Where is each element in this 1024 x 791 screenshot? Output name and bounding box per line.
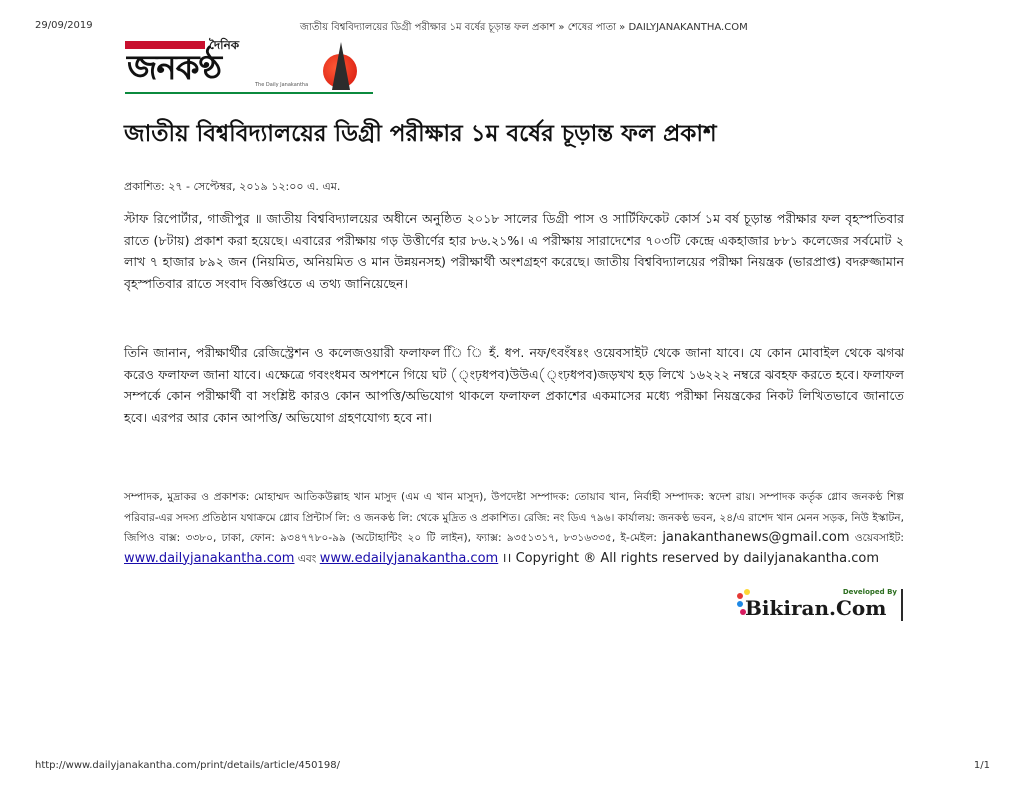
- logo-tagline: The Daily Janakantha: [255, 82, 309, 88]
- badge-divider: [901, 589, 903, 621]
- developed-by-label: Developed By: [842, 588, 897, 596]
- page-number: 1/1: [973, 760, 990, 771]
- developer-name: Bikiran.Com: [745, 596, 887, 620]
- logo-monument-icon: [332, 42, 350, 90]
- article-paragraph-1: স্টাফ রিপোর্টার, গাজীপুর ॥ জাতীয় বিশ্ববিদ্যালয়ের অধীনে অনুষ্ঠিত ২০১৮ সালের ডিগ্রী পাস ও সার্টিফিকেট কোর্স ১ম বর্ষ চূড়ান্ত পরীক্ষার ফল বৃহস্পতিবার রাতে (৮টায়) প্রকাশ করা হয়েছে। এবারের পরীক্ষায় গড় উত্তীর্ণের হার ৮৬.২১%। এ পরীক্ষায় সারাদেশের ৭০৩টি কেন্দ্রে একহাজার ৮৮১ কলেজের সর্বমোট ২ লাখ ৭ হাজার ৮৯২ জন (নিয়মিত, অনিয়মিত ও মান উন্নয়নসহ) পরীক্ষার্থী অংশগ্রহণ করেছে। জাতীয় বিশ্ববিদ্যালয়ের পরীক্ষা নিয়ন্ত্রক (ভারপ্রাপ্ত) বদরুজ্জামান বৃহস্পতিবার রাতে সংবাদ বিজ্ঞপ্তিতে এ তথ্য জানিয়েছেন।: [124, 211, 904, 291]
- print-date: 29/09/2019: [35, 20, 93, 31]
- footer-email[interactable]: janakanthanews@gmail.com: [662, 530, 850, 545]
- footer-credits-text: সম্পাদক, মুদ্রাকর ও প্রকাশক: মোহাম্মদ আতিকউল্লাহ খান মাসুদ (এম এ খান মাসুদ), উপদেষ্টা সম্পাদক: তোয়াব খান, নির্বাহী সম্পাদক: স্বদেশ রায়। সম্পাদক কর্তৃক গ্লোব জনকণ্ঠ শিল্প পরিবার-এর সদস্য প্রতিষ্ঠান যথাক্রমে গ্লোব প্রিন্টার্স লি: ও জনকণ্ঠ লি: থেকে মুদ্রিত ও প্রকাশিত। রেজি: নং ডিএ ৭৯৬। কার্যালয়: জনকণ্ঠ ভবন, ২৪/এ রাশেদ খান মেনন সড়ক, নিউ ইস্কাটন, জিপিও বাক্স: ৩৩৮০, ঢাকা, ফোন: ৯৩৪৭৭৮০-৯৯ (অটোহান্টিং ২০ টি লাইন), ফ্যাক্স: ৯৩৫১৩১৭, ৮৩১৬৩৩৫, ই-মেইল:: [124, 491, 905, 544]
- developer-badge[interactable]: [737, 587, 903, 623]
- footer-website-link-1[interactable]: www.dailyjanakantha.com: [124, 550, 295, 566]
- site-footer-credits: [124, 487, 904, 569]
- article-paragraph-2: তিনি জানান, পরীক্ষার্থীর রেজিস্ট্রেশন ও কলেজওয়ারী ফলাফল িি ি হঁ. ধপ. নফ/ৎবংঁষঃং ওয়েবসাইট থেকে জানা যাবে। যে কোন মোবাইল থেকে ঝগঝ করেও ফলাফল জানা যাবে। এক্ষেত্রে গবংংধমব অপশনে গিয়ে ঘট (্ংঢ়ধপব)উউএ(্ংঢ়ধপব)জড়খখ হড় লিখে ১৬২২২ নম্বরে ঝবহফ করতে হবে। ফলাফল সম্পর্কে কোন পরীক্ষার্থী বা সংশ্লিষ্ট কারও কোন আপত্তি/অভিযোগ থাকলে ফলাফল প্রকাশের একমাসের মধ্যে পরীক্ষা নিয়ন্ত্রকের নিকট লিখিতভাবে জানাতে হবে। এরপর আর কোন আপত্তি/ অভিযোগ গ্রহণযোগ্য হবে না।: [124, 345, 904, 425]
- newspaper-logo[interactable]: [125, 38, 375, 96]
- logo-green-rule: [125, 92, 373, 94]
- footer-and: এবং: [297, 552, 317, 565]
- footer-website-label: ওয়েবসাইট:: [854, 532, 904, 544]
- logo-main-name: জনকণ্ঠ: [127, 48, 222, 88]
- footer-website-link-2[interactable]: www.edailyjanakantha.com: [319, 550, 499, 566]
- print-url: http://www.dailyjanakantha.com/print/details/article/450198/: [35, 760, 340, 771]
- footer-copyright: ।। Copyright ® All rights reserved by dailyjanakantha.com: [501, 550, 879, 566]
- publish-date: প্রকাশিত: ২৭ - সেপ্টেম্বর, ২০১৯ ১২:০০ এ. এম.: [124, 180, 341, 193]
- print-page-title: জাতীয় বিশ্ববিদ্যালয়ের ডিগ্রী পরীক্ষার ১ম বর্ষের চূড়ান্ত ফল প্রকাশ » শেষের পাতা » DAILYJANAKANTHA.COM: [300, 22, 748, 33]
- article-headline: জাতীয় বিশ্ববিদ্যালয়ের ডিগ্রী পরীক্ষার ১ম বর্ষের চূড়ান্ত ফল প্রকাশ: [124, 121, 717, 147]
- logo-small-name: দৈনিক: [209, 38, 240, 52]
